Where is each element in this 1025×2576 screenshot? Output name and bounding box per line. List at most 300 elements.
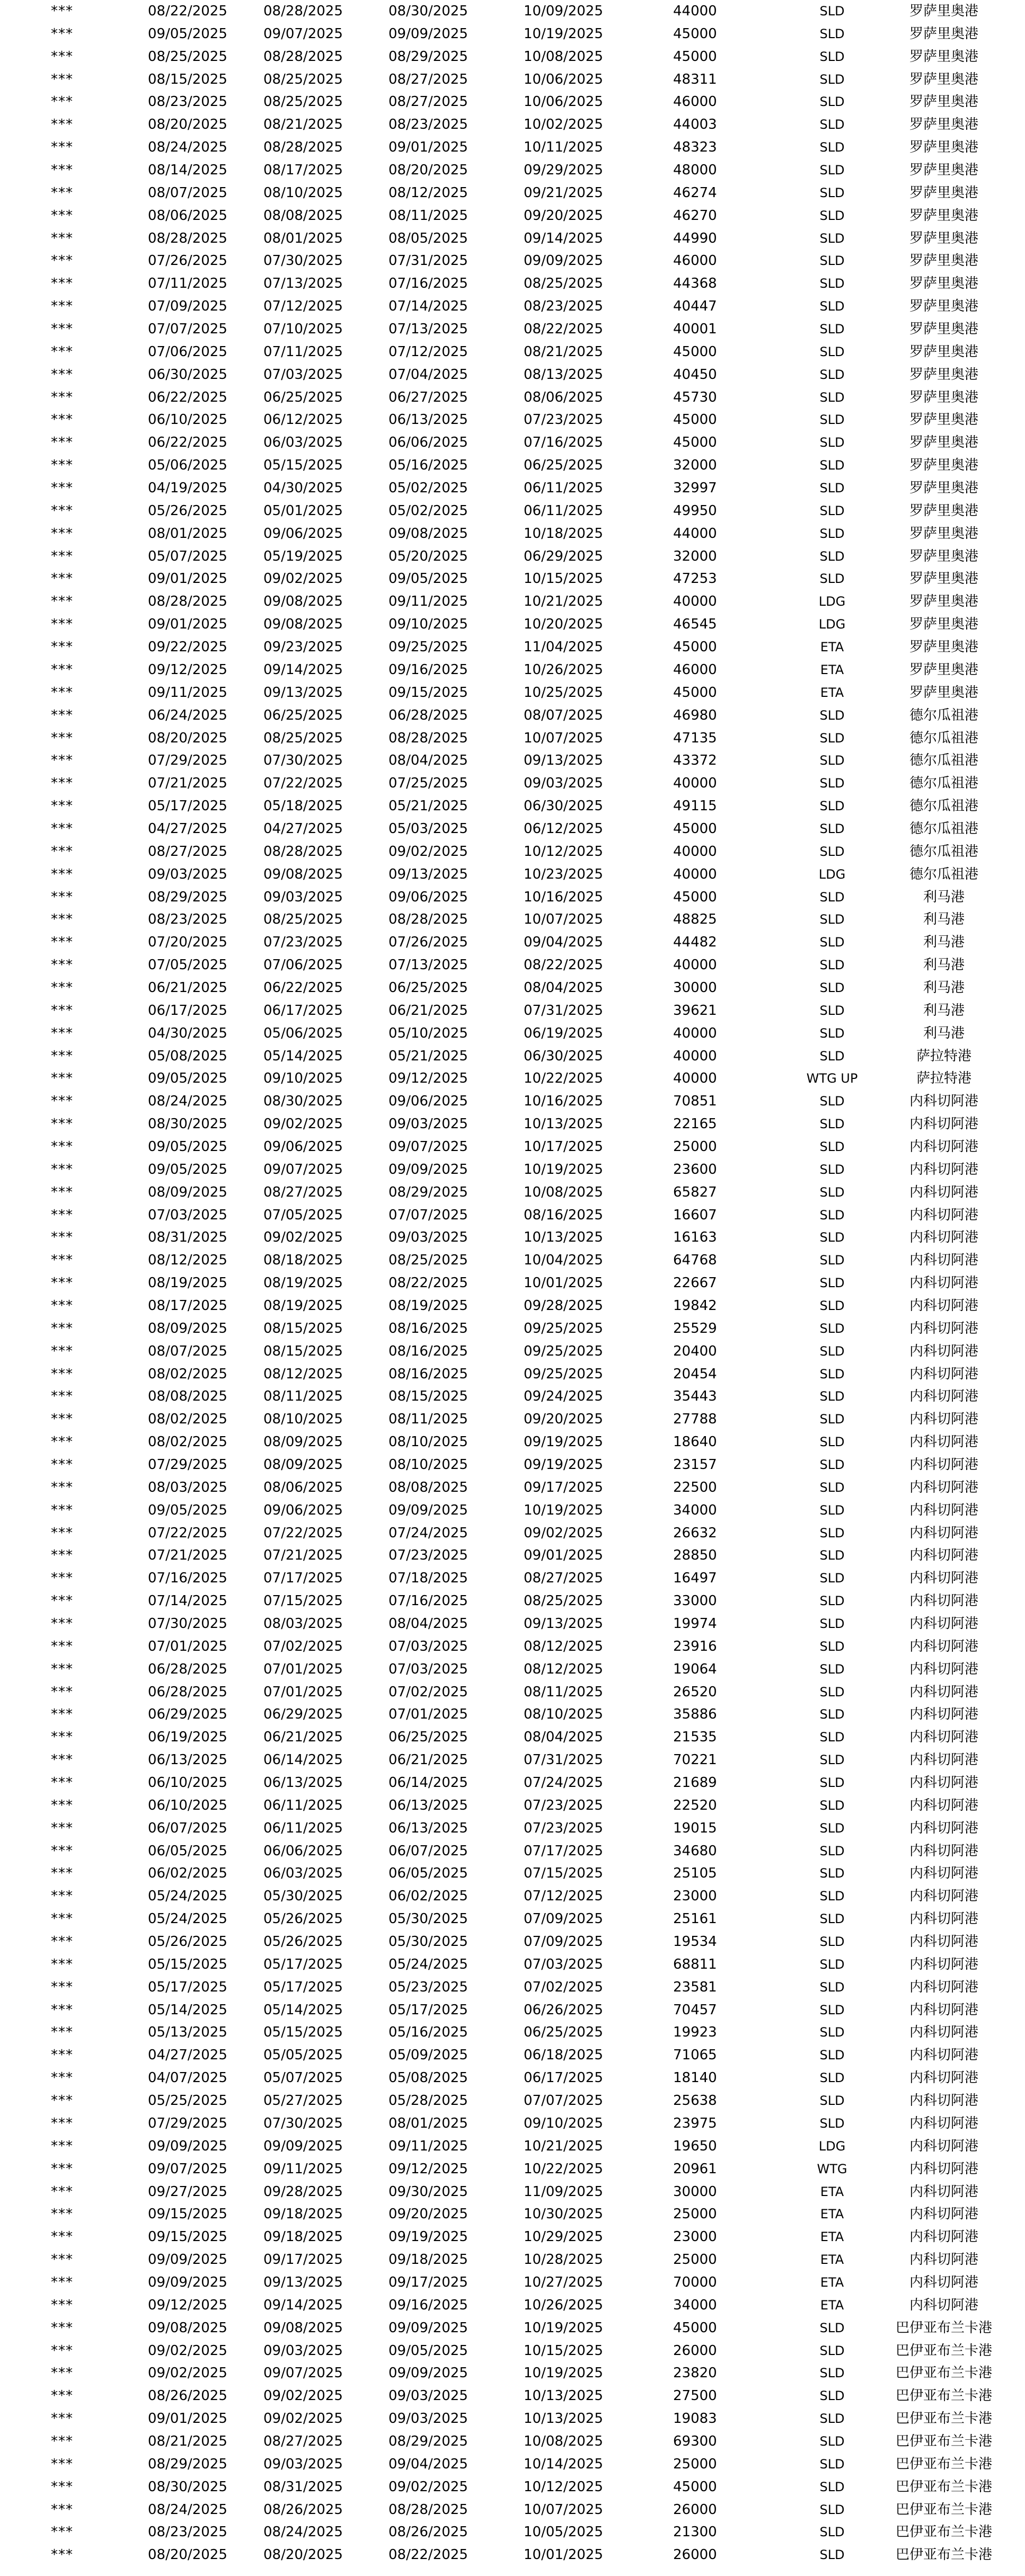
quantity-cell: 26632	[673, 1525, 717, 1541]
load-start-date-cell: 04/27/2025	[148, 2047, 227, 2064]
table-row	[0, 318, 1025, 341]
row-id-cell: ***	[51, 1229, 73, 1246]
arrival-date-cell: 10/14/2025	[524, 2456, 603, 2472]
arrival-date-cell: 07/07/2025	[524, 2093, 603, 2109]
sailing-date-cell: 07/07/2025	[388, 1207, 468, 1223]
port-cell: 内科切阿港	[909, 1411, 978, 1428]
port-cell: 内科切阿港	[909, 1320, 978, 1336]
row-id-cell: ***	[51, 1934, 73, 1950]
load-start-date-cell: 09/11/2025	[148, 684, 227, 701]
table-row	[0, 2294, 1025, 2317]
row-id-cell: ***	[51, 1457, 73, 1473]
sailing-date-cell: 05/20/2025	[388, 548, 468, 564]
load-end-date-cell: 09/23/2025	[263, 639, 343, 656]
arrival-date-cell: 09/29/2025	[524, 162, 603, 179]
status-cell: SLD	[819, 1616, 845, 1632]
status-cell: SLD	[819, 1820, 845, 1836]
sailing-date-cell: 06/02/2025	[388, 1888, 468, 1905]
load-start-date-cell: 09/02/2025	[148, 2365, 227, 2382]
quantity-cell: 46000	[673, 253, 717, 269]
sailing-date-cell: 07/31/2025	[388, 253, 468, 269]
sailing-date-cell: 08/16/2025	[388, 1343, 468, 1359]
quantity-cell: 39621	[673, 1002, 717, 1019]
load-start-date-cell: 05/17/2025	[148, 1979, 227, 1995]
row-id-cell: ***	[51, 2002, 73, 2018]
load-end-date-cell: 08/27/2025	[263, 1184, 343, 1200]
port-cell: 内科切阿港	[909, 1729, 978, 1746]
table-row	[0, 227, 1025, 250]
load-start-date-cell: 05/15/2025	[148, 1956, 227, 1972]
quantity-cell: 45000	[673, 889, 717, 905]
table-row	[0, 1431, 1025, 1454]
load-end-date-cell: 05/07/2025	[263, 2070, 343, 2086]
load-start-date-cell: 06/28/2025	[148, 1684, 227, 1700]
status-cell: SLD	[819, 1253, 845, 1268]
quantity-cell: 32000	[673, 548, 717, 564]
arrival-date-cell: 11/04/2025	[524, 639, 603, 656]
row-id-cell: ***	[51, 94, 73, 110]
row-id-cell: ***	[51, 48, 73, 65]
load-start-date-cell: 06/22/2025	[148, 389, 227, 405]
quantity-cell: 21300	[673, 2524, 717, 2540]
port-cell: 罗萨里奥港	[909, 661, 978, 678]
status-cell: SLD	[819, 1480, 845, 1495]
port-cell: 罗萨里奥港	[909, 117, 978, 133]
load-end-date-cell: 05/01/2025	[263, 502, 343, 519]
row-id-cell: ***	[51, 594, 73, 610]
arrival-date-cell: 09/13/2025	[524, 1616, 603, 1632]
load-end-date-cell: 05/15/2025	[263, 2024, 343, 2041]
load-end-date-cell: 09/06/2025	[263, 1138, 343, 1155]
row-id-cell: ***	[51, 1343, 73, 1359]
sailing-date-cell: 07/16/2025	[388, 1593, 468, 1609]
quantity-cell: 48825	[673, 911, 717, 928]
sailing-date-cell: 09/20/2025	[388, 2206, 468, 2223]
load-start-date-cell: 09/12/2025	[148, 2297, 227, 2313]
row-id-cell: ***	[51, 1320, 73, 1336]
table-row	[0, 364, 1025, 386]
table-row	[0, 409, 1025, 431]
arrival-date-cell: 08/21/2025	[524, 343, 603, 360]
sailing-date-cell: 06/13/2025	[388, 1820, 468, 1836]
load-end-date-cell: 07/02/2025	[263, 1638, 343, 1654]
quantity-cell: 46980	[673, 707, 717, 723]
load-start-date-cell: 07/07/2025	[148, 321, 227, 338]
table-row	[0, 341, 1025, 364]
quantity-cell: 21689	[673, 1775, 717, 1791]
table-row	[0, 1067, 1025, 1090]
load-end-date-cell: 08/08/2025	[263, 207, 343, 224]
row-id-cell: ***	[51, 2252, 73, 2268]
port-cell: 罗萨里奥港	[909, 480, 978, 497]
arrival-date-cell: 08/23/2025	[524, 298, 603, 315]
status-cell: SLD	[819, 2547, 845, 2563]
arrival-date-cell: 08/22/2025	[524, 957, 603, 973]
status-cell: SLD	[819, 2320, 845, 2335]
quantity-cell: 32000	[673, 457, 717, 474]
load-end-date-cell: 08/03/2025	[263, 1616, 343, 1632]
load-start-date-cell: 07/26/2025	[148, 253, 227, 269]
sailing-date-cell: 09/30/2025	[388, 2183, 468, 2200]
quantity-cell: 45000	[673, 25, 717, 42]
table-row	[0, 1272, 1025, 1295]
row-id-cell: ***	[51, 321, 73, 338]
sailing-date-cell: 08/28/2025	[388, 2501, 468, 2518]
row-id-cell: ***	[51, 1070, 73, 1087]
load-end-date-cell: 07/30/2025	[263, 253, 343, 269]
quantity-cell: 25638	[673, 2093, 717, 2109]
load-start-date-cell: 06/05/2025	[148, 1843, 227, 1859]
load-start-date-cell: 08/29/2025	[148, 889, 227, 905]
port-cell: 利马港	[923, 889, 965, 905]
status-cell: SLD	[819, 2388, 845, 2404]
sailing-date-cell: 09/12/2025	[388, 1070, 468, 1087]
row-id-cell: ***	[51, 1661, 73, 1677]
row-id-cell: ***	[51, 25, 73, 42]
arrival-date-cell: 06/25/2025	[524, 2024, 603, 2041]
arrival-date-cell: 06/25/2025	[524, 457, 603, 474]
arrival-date-cell: 10/12/2025	[524, 2478, 603, 2495]
load-start-date-cell: 08/07/2025	[148, 184, 227, 201]
load-end-date-cell: 08/12/2025	[263, 1366, 343, 1382]
port-cell: 德尔瓜祖港	[909, 866, 978, 882]
table-row	[0, 545, 1025, 568]
arrival-date-cell: 10/02/2025	[524, 117, 603, 133]
table-row	[0, 454, 1025, 477]
load-end-date-cell: 04/30/2025	[263, 480, 343, 497]
load-start-date-cell: 07/22/2025	[148, 1525, 227, 1541]
port-cell: 利马港	[923, 934, 965, 951]
port-cell: 罗萨里奥港	[909, 207, 978, 224]
sailing-date-cell: 09/12/2025	[388, 2161, 468, 2177]
status-cell: ETA	[820, 662, 844, 677]
load-start-date-cell: 06/17/2025	[148, 1002, 227, 1019]
arrival-date-cell: 10/16/2025	[524, 889, 603, 905]
port-cell: 罗萨里奥港	[909, 457, 978, 474]
port-cell: 内科切阿港	[909, 1207, 978, 1223]
load-end-date-cell: 07/11/2025	[263, 343, 343, 360]
arrival-date-cell: 10/05/2025	[524, 2524, 603, 2540]
arrival-date-cell: 10/07/2025	[524, 911, 603, 928]
load-start-date-cell: 09/07/2025	[148, 2161, 227, 2177]
arrival-date-cell: 10/06/2025	[524, 94, 603, 110]
row-id-cell: ***	[51, 979, 73, 996]
sailing-date-cell: 09/05/2025	[388, 571, 468, 587]
status-cell: SLD	[819, 94, 845, 110]
load-start-date-cell: 05/14/2025	[148, 2002, 227, 2018]
load-start-date-cell: 08/29/2025	[148, 2456, 227, 2472]
row-id-cell: ***	[51, 1525, 73, 1541]
table-row	[0, 590, 1025, 613]
port-cell: 内科切阿港	[909, 1343, 978, 1359]
arrival-date-cell: 07/23/2025	[524, 412, 603, 428]
port-cell: 内科切阿港	[909, 1547, 978, 1564]
sailing-date-cell: 08/27/2025	[388, 94, 468, 110]
port-cell: 罗萨里奥港	[909, 571, 978, 587]
load-end-date-cell: 07/13/2025	[263, 276, 343, 292]
load-start-date-cell: 08/24/2025	[148, 2501, 227, 2518]
row-id-cell: ***	[51, 1843, 73, 1859]
port-cell: 德尔瓜祖港	[909, 707, 978, 723]
load-end-date-cell: 06/25/2025	[263, 389, 343, 405]
load-start-date-cell: 07/11/2025	[148, 276, 227, 292]
port-cell: 罗萨里奥港	[909, 594, 978, 610]
quantity-cell: 43372	[673, 753, 717, 769]
load-end-date-cell: 06/29/2025	[263, 1706, 343, 1723]
load-end-date-cell: 08/01/2025	[263, 230, 343, 246]
arrival-date-cell: 08/12/2025	[524, 1638, 603, 1654]
port-cell: 内科切阿港	[909, 2002, 978, 2018]
load-end-date-cell: 09/28/2025	[263, 2183, 343, 2200]
port-cell: 内科切阿港	[909, 1684, 978, 1700]
arrival-date-cell: 10/13/2025	[524, 2411, 603, 2427]
quantity-cell: 46000	[673, 661, 717, 678]
load-start-date-cell: 05/07/2025	[148, 548, 227, 564]
port-cell: 内科切阿港	[909, 1434, 978, 1450]
load-start-date-cell: 08/27/2025	[148, 843, 227, 860]
port-cell: 德尔瓜祖港	[909, 820, 978, 837]
quantity-cell: 40000	[673, 957, 717, 973]
load-start-date-cell: 08/15/2025	[148, 71, 227, 87]
quantity-cell: 48000	[673, 162, 717, 179]
quantity-cell: 18140	[673, 2070, 717, 2086]
arrival-date-cell: 07/15/2025	[524, 1865, 603, 1882]
arrival-date-cell: 10/06/2025	[524, 71, 603, 87]
load-start-date-cell: 07/16/2025	[148, 1570, 227, 1587]
row-id-cell: ***	[51, 2524, 73, 2540]
sailing-date-cell: 08/26/2025	[388, 2524, 468, 2540]
port-cell: 罗萨里奥港	[909, 71, 978, 87]
table-row	[0, 523, 1025, 545]
load-end-date-cell: 09/11/2025	[263, 2161, 343, 2177]
quantity-cell: 19064	[673, 1661, 717, 1677]
row-id-cell: ***	[51, 1207, 73, 1223]
port-cell: 德尔瓜祖港	[909, 753, 978, 769]
arrival-date-cell: 06/19/2025	[524, 1025, 603, 1041]
row-id-cell: ***	[51, 730, 73, 746]
table-row	[0, 1931, 1025, 1953]
load-end-date-cell: 09/14/2025	[263, 661, 343, 678]
arrival-date-cell: 10/13/2025	[524, 1116, 603, 1132]
table-row	[0, 2090, 1025, 2112]
load-end-date-cell: 08/15/2025	[263, 1320, 343, 1336]
sailing-date-cell: 07/14/2025	[388, 298, 468, 315]
status-cell: SLD	[819, 1094, 845, 1109]
arrival-date-cell: 09/02/2025	[524, 1525, 603, 1541]
load-start-date-cell: 09/05/2025	[148, 1070, 227, 1087]
sailing-date-cell: 08/28/2025	[388, 911, 468, 928]
quantity-cell: 49950	[673, 502, 717, 519]
load-end-date-cell: 07/10/2025	[263, 321, 343, 338]
port-cell: 罗萨里奥港	[909, 321, 978, 338]
status-cell: ETA	[820, 2184, 844, 2199]
quantity-cell: 22500	[673, 1479, 717, 1495]
row-id-cell: ***	[51, 1252, 73, 1269]
status-cell: ETA	[820, 2252, 844, 2268]
table-row	[0, 431, 1025, 454]
row-id-cell: ***	[51, 1956, 73, 1972]
sailing-date-cell: 06/14/2025	[388, 1775, 468, 1791]
status-cell: SLD	[819, 1911, 845, 1927]
arrival-date-cell: 08/11/2025	[524, 1684, 603, 1700]
table-row	[0, 1999, 1025, 2022]
quantity-cell: 44368	[673, 276, 717, 292]
load-start-date-cell: 08/30/2025	[148, 1116, 227, 1132]
load-end-date-cell: 08/20/2025	[263, 2547, 343, 2563]
load-end-date-cell: 09/06/2025	[263, 525, 343, 542]
load-end-date-cell: 08/17/2025	[263, 162, 343, 179]
table-row	[0, 1794, 1025, 1817]
arrival-date-cell: 08/04/2025	[524, 1729, 603, 1746]
quantity-cell: 23000	[673, 1888, 717, 1905]
table-row	[0, 1113, 1025, 1136]
status-cell: SLD	[819, 117, 845, 132]
sailing-date-cell: 05/03/2025	[388, 820, 468, 837]
row-id-cell: ***	[51, 1911, 73, 1927]
table-row	[0, 2135, 1025, 2158]
port-cell: 内科切阿港	[909, 2229, 978, 2245]
load-end-date-cell: 07/30/2025	[263, 2115, 343, 2131]
load-end-date-cell: 08/09/2025	[263, 1457, 343, 1473]
row-id-cell: ***	[51, 661, 73, 678]
status-cell: SLD	[819, 1934, 845, 1950]
status-cell: SLD	[819, 2366, 845, 2381]
load-start-date-cell: 08/28/2025	[148, 594, 227, 610]
status-cell: SLD	[819, 1230, 845, 1245]
port-cell: 内科切阿港	[909, 2161, 978, 2177]
load-start-date-cell: 08/19/2025	[148, 1275, 227, 1291]
table-row	[0, 954, 1025, 977]
port-cell: 内科切阿港	[909, 2252, 978, 2268]
row-id-cell: ***	[51, 1865, 73, 1882]
table-row	[0, 1317, 1025, 1340]
arrival-date-cell: 06/30/2025	[524, 798, 603, 815]
arrival-date-cell: 07/23/2025	[524, 1797, 603, 1813]
status-cell: SLD	[819, 1457, 845, 1472]
table-row	[0, 977, 1025, 999]
status-cell: SLD	[819, 390, 845, 405]
sailing-date-cell: 05/21/2025	[388, 798, 468, 815]
table-row	[0, 2430, 1025, 2453]
status-cell: SLD	[819, 2048, 845, 2063]
status-cell: SLD	[819, 2479, 845, 2494]
arrival-date-cell: 08/06/2025	[524, 389, 603, 405]
row-id-cell: ***	[51, 366, 73, 383]
table-row	[0, 1567, 1025, 1590]
load-start-date-cell: 08/12/2025	[148, 1252, 227, 1269]
quantity-cell: 35886	[673, 1706, 717, 1723]
load-start-date-cell: 09/05/2025	[148, 25, 227, 42]
port-cell: 内科切阿港	[909, 1752, 978, 1768]
status-cell: SLD	[819, 980, 845, 995]
quantity-cell: 47253	[673, 571, 717, 587]
arrival-date-cell: 09/21/2025	[524, 184, 603, 201]
row-id-cell: ***	[51, 2456, 73, 2472]
table-row	[0, 1953, 1025, 1976]
load-end-date-cell: 06/11/2025	[263, 1797, 343, 1813]
status-cell: ETA	[820, 2229, 844, 2245]
row-id-cell: ***	[51, 1729, 73, 1746]
load-start-date-cell: 08/23/2025	[148, 2524, 227, 2540]
status-cell: SLD	[819, 2002, 845, 2017]
sailing-date-cell: 09/01/2025	[388, 139, 468, 156]
load-end-date-cell: 06/22/2025	[263, 979, 343, 996]
arrival-date-cell: 08/16/2025	[524, 1207, 603, 1223]
quantity-cell: 40000	[673, 843, 717, 860]
status-cell: SLD	[819, 1594, 845, 1609]
load-start-date-cell: 06/22/2025	[148, 435, 227, 451]
port-cell: 罗萨里奥港	[909, 162, 978, 179]
load-start-date-cell: 04/19/2025	[148, 480, 227, 497]
port-cell: 罗萨里奥港	[909, 639, 978, 656]
port-cell: 内科切阿港	[909, 1229, 978, 1246]
load-end-date-cell: 08/10/2025	[263, 184, 343, 201]
arrival-date-cell: 10/04/2025	[524, 1252, 603, 1269]
load-start-date-cell: 07/14/2025	[148, 1593, 227, 1609]
quantity-cell: 45000	[673, 412, 717, 428]
sailing-date-cell: 08/30/2025	[388, 3, 468, 19]
status-cell: SLD	[819, 481, 845, 496]
sailing-date-cell: 09/09/2025	[388, 2365, 468, 2382]
sailing-date-cell: 09/03/2025	[388, 2411, 468, 2427]
arrival-date-cell: 08/13/2025	[524, 366, 603, 383]
load-end-date-cell: 09/03/2025	[263, 889, 343, 905]
load-end-date-cell: 06/11/2025	[263, 1820, 343, 1836]
quantity-cell: 25105	[673, 1865, 717, 1882]
load-end-date-cell: 09/09/2025	[263, 2138, 343, 2154]
arrival-date-cell: 10/15/2025	[524, 571, 603, 587]
row-id-cell: ***	[51, 1706, 73, 1723]
sailing-date-cell: 09/09/2025	[388, 25, 468, 42]
sailing-date-cell: 08/16/2025	[388, 1366, 468, 1382]
table-row	[0, 2362, 1025, 2385]
table-row	[0, 159, 1025, 182]
load-start-date-cell: 07/30/2025	[148, 1616, 227, 1632]
status-cell: SLD	[819, 1979, 845, 1995]
load-start-date-cell: 05/25/2025	[148, 2093, 227, 2109]
status-cell: SLD	[819, 1025, 845, 1041]
port-cell: 罗萨里奥港	[909, 48, 978, 65]
table-row	[0, 1817, 1025, 1840]
sailing-date-cell: 06/05/2025	[388, 1865, 468, 1882]
load-start-date-cell: 08/31/2025	[148, 1229, 227, 1246]
arrival-date-cell: 09/01/2025	[524, 1547, 603, 1564]
load-start-date-cell: 06/10/2025	[148, 1775, 227, 1791]
table-row	[0, 568, 1025, 590]
row-id-cell: ***	[51, 889, 73, 905]
load-end-date-cell: 05/14/2025	[263, 1048, 343, 1064]
table-row	[0, 1204, 1025, 1227]
port-cell: 罗萨里奥港	[909, 412, 978, 428]
status-cell: SLD	[819, 753, 845, 768]
row-id-cell: ***	[51, 207, 73, 224]
status-cell: SLD	[819, 1184, 845, 1200]
sailing-date-cell: 09/17/2025	[388, 2274, 468, 2290]
table-row	[0, 1613, 1025, 1635]
arrival-date-cell: 10/28/2025	[524, 2252, 603, 2268]
sailing-date-cell: 08/22/2025	[388, 2547, 468, 2563]
arrival-date-cell: 10/22/2025	[524, 2161, 603, 2177]
port-cell: 巴伊亚布兰卡港	[895, 2547, 992, 2563]
arrival-date-cell: 08/12/2025	[524, 1661, 603, 1677]
status-cell: SLD	[819, 889, 845, 905]
row-id-cell: ***	[51, 1684, 73, 1700]
table-row	[0, 1363, 1025, 1386]
load-end-date-cell: 09/08/2025	[263, 866, 343, 882]
load-start-date-cell: 09/01/2025	[148, 571, 227, 587]
load-end-date-cell: 08/18/2025	[263, 1252, 343, 1269]
port-cell: 内科切阿港	[909, 1888, 978, 1905]
